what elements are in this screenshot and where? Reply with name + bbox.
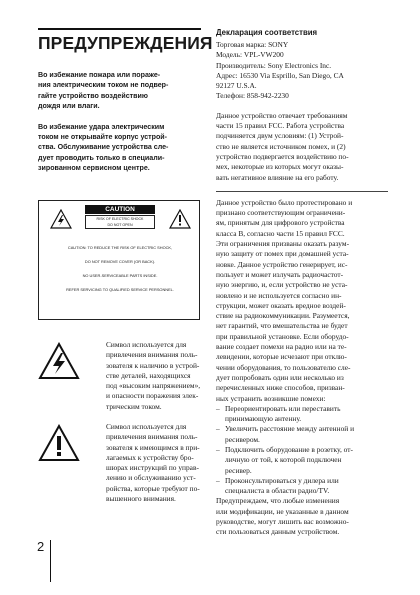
fcc-bullet: [216, 424, 388, 445]
bullet-dash: –: [216, 444, 220, 454]
shock-warning: Во избежание удара электрическим током не открывайте корпус устрой- ства. Обслуживание устройства сле- дует проводить только в специали- зированном сервисном центре.: [38, 122, 169, 173]
fire-warning: Во избежание пожара или пораже- ния электрическим током не подвер- гайте устройство воздействию дождя или влаги.: [38, 71, 169, 111]
fcc-bullet-text: Подключить оборудование в розетку, от- личную от той, к которой подключен ресивер.: [225, 444, 353, 475]
fcc-bullet-text: Увеличить расстояние между антенной и ресивером.: [225, 424, 355, 444]
exclamation-triangle-icon: [169, 209, 191, 229]
caution-text: [47, 245, 193, 301]
declaration-line: Производитель: Sony Electronics Inc.: [216, 60, 332, 70]
fcc-bullet-text: Переориентировать или переставить принимающую антенну.: [225, 403, 341, 424]
fcc-bullet-text: Проконсультироваться у дилера или специалиста в области радио/TV.: [225, 475, 339, 496]
section-divider: [216, 191, 388, 192]
lightning-triangle-icon: [38, 342, 80, 380]
bullet-dash: –: [216, 424, 220, 434]
fcc-bullet: [216, 404, 388, 425]
caution-line: CAUTION: TO REDUCE THE RISK OF ELECTRIC SHOCK,: [67, 245, 173, 250]
bullet-dash: –: [216, 475, 220, 485]
lightning-triangle-icon: [50, 209, 72, 229]
declaration-title: Декларация соответствия: [216, 28, 318, 37]
caution-label-image: [38, 200, 200, 320]
fcc-bullet: [216, 445, 388, 476]
page-title: ПРЕДУПРЕЖДЕНИЯ: [38, 28, 201, 58]
exclamation-symbol-text: Символ используется для привлечения внимания поль- зователя к имеющимся в при- лагаемых к устройству бро- шюрах инструкций по управ- лению и обслуживанию уст- ройства, которые требуют по- вышенного внимания.: [106, 422, 200, 504]
fcc-closing: Предупреждаем, что любые изменения или модификации, не указанные в данном руководстве, могут лишить вас возможно- сти пользоваться данным устройством.: [216, 496, 349, 537]
fcc-bullet: [216, 476, 388, 497]
declaration-line: Телефон: 858-942-2230: [216, 91, 289, 101]
declaration-contact: [216, 40, 388, 102]
bullet-dash: –: [216, 403, 220, 413]
caution-line: REFER SERVICING TO QUALIFIED SERVICE PERSONNEL.: [66, 287, 174, 292]
caution-header: CAUTION: [85, 205, 155, 214]
declaration-line: 92127 U.S.A.: [216, 81, 257, 91]
fcc-paragraph: Данное устройство было протестировано и признано соответствующим ограничени- ям, принятым для цифрового устройства класса B, согласно части 15 правил FCC. Эти ограничения призваны оказать разум- ную защиту от помех при домашней уста- новке. Данное устройство генерирует, ис- пользует и может излучать радиочастот- ную энергию, и, если устройство не уста- новлено и не используется согласно ин- струкции, может оказать вредное воздей- ствие на радиокоммуникации. Разумеется, нет гарантий, что вмешательства не будет при правильной установке. Если оборудо- вание создает помехи на радио или на те- левидении, которые исчезают при отклю- чении оборудования, то пользователю сле- дует попробовать один или несколько из перечисленных ниже способов, призван- ных устранить возникшие помехи:: [216, 197, 353, 403]
left-column: [38, 28, 213, 174]
declaration-paragraph: Данное устройство отвечает требованиям части 15 правил FCC. Работа устройства подчиняется двум условиям: (1) Устрой- ство не является источником помех, и (2) устройство подвергается воздействию по- мех, некоторые из которых могут оказы- вать негативное влияние на его работу.: [216, 110, 349, 182]
declaration-line: Адрес: 16530 Via Esprillo, San Diego, CA: [216, 70, 344, 80]
lightning-symbol-text: Символ используется для привлечения внимания поль- зователя к наличию в устрой- стве деталей, находящихся под «высоким напряжением», и опасности поражения элек- трическим током.: [106, 340, 201, 411]
caution-subtext: RISK OF ELECTRIC SHOCK DO NOT OPEN: [85, 215, 155, 229]
caution-line: DO NOT REMOVE COVER (OR BACK).: [84, 259, 156, 264]
page-number: 2: [37, 539, 45, 554]
exclamation-triangle-icon: [38, 424, 80, 462]
page-number-rule: [50, 540, 51, 582]
right-column: [216, 28, 388, 538]
declaration-line: Модель: VPL-VW200: [216, 50, 284, 60]
caution-line: NO USER-SERVICEABLE PARTS INSIDE.: [82, 273, 158, 278]
declaration-line: Торговая марка: SONY: [216, 40, 289, 49]
